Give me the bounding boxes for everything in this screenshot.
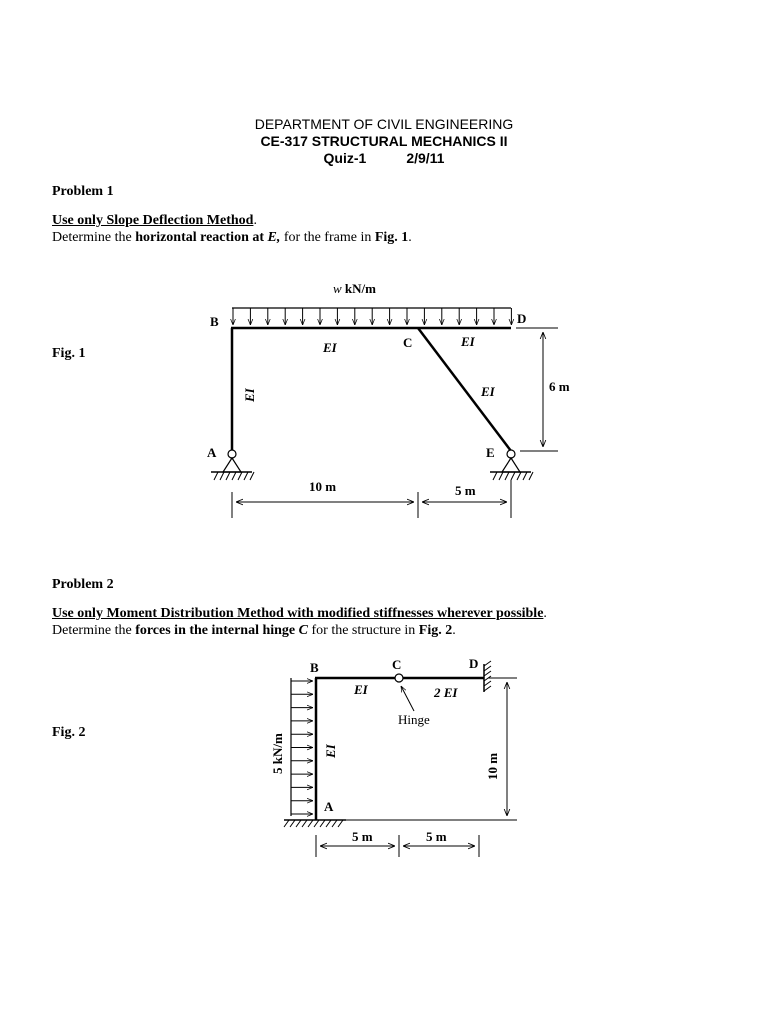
fig1-load-label: w kN/m — [333, 281, 376, 296]
fig1-node-a: A — [207, 445, 217, 460]
p2-task-a: Determine the — [52, 623, 136, 638]
p2-task-e: Fig. 2 — [418, 623, 453, 638]
quiz-date: 2/9/11 — [406, 150, 445, 166]
p1-task-e: Fig. 1 — [374, 230, 409, 245]
fig1-dim-right: 5 m — [455, 483, 476, 498]
fig1-node-c: C — [403, 335, 413, 350]
p2-task-f: . — [452, 623, 456, 638]
fig1-pin-support-e — [490, 450, 533, 480]
fig2-frame — [270, 656, 517, 857]
fig1-node-b: B — [210, 314, 219, 329]
fig1-dim-left: 10 m — [309, 479, 337, 494]
fig2-node-d: D — [469, 656, 479, 671]
fig2-ei-cd: 2 EI — [434, 685, 458, 700]
fig2-dim-height: 10 m — [485, 752, 500, 780]
fig1-caption: Fig. 1 — [52, 346, 86, 361]
fig1-ei-bc: EI — [323, 340, 337, 355]
fig2-fixed-support-d — [484, 661, 491, 692]
problem2-title: Problem 2 — [52, 577, 114, 592]
fig2-hinge-label: Hinge — [398, 712, 430, 727]
fig2-node-c: C — [392, 657, 402, 672]
fig2-dim-right: 5 m — [426, 829, 447, 844]
fig2-caption: Fig. 2 — [52, 725, 86, 740]
fig2-dim-left: 5 m — [352, 829, 373, 844]
fig1-load-arrows — [233, 308, 511, 325]
fig2-load-arrows — [291, 681, 313, 814]
fig2-hinge-pointer — [401, 686, 414, 711]
fig2-node-b: B — [310, 660, 319, 675]
fig1-frame — [207, 281, 570, 518]
p2-task-c: C — [298, 623, 308, 638]
problem2-method-end: . — [543, 606, 547, 621]
p1-task-c: E, — [267, 230, 281, 245]
fig2-fixed-support-a — [284, 820, 346, 827]
p1-task-a: Determine the — [52, 230, 136, 245]
fig2-hinge — [395, 674, 403, 682]
fig1-ei-cd: EI — [461, 334, 475, 349]
problem1-method-text: Use only Slope Deflection Method — [52, 213, 254, 228]
fig1-ei-ab: EI — [242, 388, 257, 402]
p1-task-f: . — [408, 230, 412, 245]
quiz-label: Quiz-1 — [323, 150, 367, 166]
fig2-load-label: 5 kN/m — [270, 733, 285, 774]
p2-task-b: forces in the internal hinge — [135, 623, 299, 638]
fig1-ei-ce: EI — [481, 384, 495, 399]
fig2-ei-ab: EI — [323, 744, 338, 758]
fig1-node-e: E — [486, 445, 495, 460]
problem1-title: Problem 1 — [52, 184, 114, 199]
p1-task-d: for the frame in — [280, 230, 375, 245]
department-title: DEPARTMENT OF CIVIL ENGINEERING — [254, 116, 514, 132]
fig1-pin-support-a — [211, 450, 254, 480]
course-title: CE-317 STRUCTURAL MECHANICS II — [260, 133, 508, 149]
fig2-ei-bc: EI — [354, 682, 368, 697]
p2-task-d: for the structure in — [308, 623, 419, 638]
problem1-method-end: . — [253, 213, 257, 228]
problem2-method-text: Use only Moment Distribution Method with modified stiffnesses wherever possible — [52, 606, 544, 621]
fig2-node-a: A — [324, 799, 334, 814]
fig1-dim-height: 6 m — [549, 379, 570, 394]
p1-task-b: horizontal reaction at — [135, 230, 268, 245]
fig1-node-d: D — [517, 311, 527, 326]
